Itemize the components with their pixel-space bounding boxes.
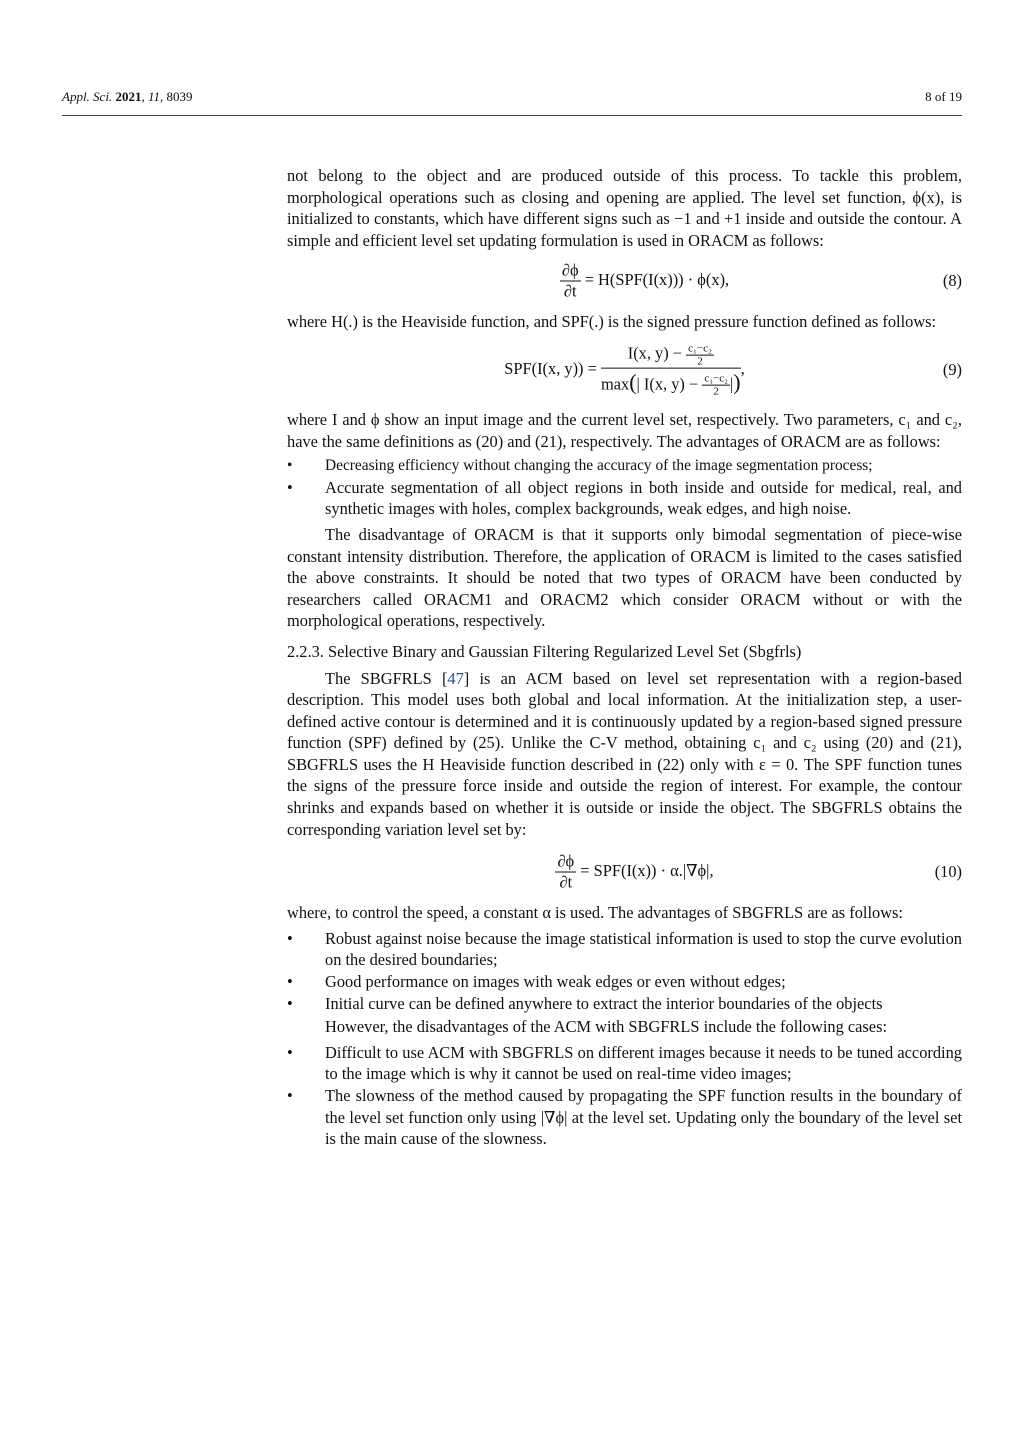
header-rule: [62, 115, 962, 116]
list-item: • Decreasing efficiency without changing the accuracy of the image segmentation process;: [287, 455, 962, 477]
article-number: 8039: [166, 89, 193, 104]
eq9-numerator: I(x, y) −: [627, 343, 687, 363]
equation-9: SPF(I(x, y)) = I(x, y) − $\frac{\text{c₁−c₂}}{2}$ max(| I(x, y) − $\frac{\text{c₁−c₂}}{2}$ |) , (9): [504, 342, 962, 399]
journal-name: Appl. Sci.: [62, 89, 113, 104]
page-header: [62, 89, 962, 109]
eq8-denominator: ∂t: [563, 281, 577, 301]
eq9-den-small-denominator: 2: [713, 386, 719, 399]
citation-link[interactable]: 47: [447, 668, 464, 688]
list-item: • Initial curve can be defined anywhere to extract the interior boundaries of the objects: [287, 993, 962, 1015]
equation-10: [287, 846, 962, 898]
eq9-max: max: [600, 374, 630, 394]
paragraph: where I and ϕ show an input image and the current level set, respectively. Two parameters, c₁ and c₂, have the same definitions as (20) and (21), respectively. The advantages of ORACM are as follows:: [287, 409, 962, 451]
section-heading: 2.2.3. Selective Binary and Gaussian Filtering Regularized Level Set (Sbgfrls): [287, 641, 802, 661]
paragraph: [287, 668, 962, 841]
eq9-denominator: I(x, y) −: [643, 374, 703, 394]
eq9-num-small-denominator: 2: [697, 355, 703, 368]
list-item: • Good performance on images with weak edges or even without edges;: [287, 971, 962, 993]
paragraph: However, the disadvantages of the ACM with SBGFRLS include the following cases:: [325, 1017, 888, 1037]
bullet-list: [287, 1042, 962, 1150]
journal-volume: 11: [147, 89, 160, 104]
eq10-number: (10): [934, 862, 962, 882]
p5-text-end: ] is an ACM based on level set representation with a region-based description. This model uses both global and local information. At the initialization step, a user-defined active contour is determined and it is continuously updated by a region-based signed pressure function (SPF) defined by (25). Unlike the C-V method, obtaining c₁ and c₂ using (20) and (21), SBGFRLS uses the H Heaviside function described in (22) only with ε = 0. The SPF function tunes the signs of the pressure force inside and outside the region of interest. For example, the contour shrinks and expands based on whether it is outside or inside the object. The SBGFRLS obtains the corresponding variation level set by:: [287, 668, 962, 839]
bullet-list: [287, 455, 962, 520]
journal-year: 2021: [115, 89, 142, 104]
list-item: • The slowness of the method caused by propagating the SPF function results in the boundary of the level set function only using |∇ϕ| at the level set. Updating only the boundary of the level set is the main cause of the slowness.: [287, 1085, 962, 1150]
p5-text-start: The SBGFRLS [: [325, 668, 448, 688]
eq9-den-small-numerator: c₁−c₂: [704, 373, 728, 386]
paragraph: not belong to the object and are produced outside of this process. To tackle this problem, morphological operations such as closing and opening are applied. The level set function, ϕ(x), is initialized to constants, which have different signs such as −1 and +1 inside and outside the contour. A simple and efficient level set updating formulation is used in ORACM as follows:: [287, 166, 962, 250]
bullet-list: [287, 928, 962, 1014]
paragraph: where H(.) is the Heaviside function, and SPF(.) is the signed pressure function defined as follows:: [287, 312, 937, 332]
paragraph: where, to control the speed, a constant α is used. The advantages of SBGFRLS are as follows:: [287, 903, 903, 923]
eq8-numerator: ∂ϕ: [561, 260, 579, 280]
eq10-numerator: ∂ϕ: [557, 851, 575, 871]
list-item: • Accurate segmentation of all object regions in both inside and outside for medical, real, and synthetic images with holes, complex backgrounds, weak edges, and high noise.: [287, 477, 962, 520]
journal-citation: Appl. Sci. 2021, 11, 8039: [62, 89, 193, 104]
list-item: • Robust against noise because the image statistical information is used to stop the curve evolution on the desired boundaries;: [287, 928, 962, 971]
paragraph: The disadvantage of ORACM is that it supports only bimodal segmentation of piece-wise constant intensity distribution. Therefore, the application of ORACM is limited to the cases satisfied the above constraints. It should be noted that two types of ORACM have been conducted by researchers called ORACM1 and ORACM2 which consider ORACM without or with the morphological operations, respectively.: [287, 524, 962, 631]
eq9-num-small-numerator: c₁−c₂: [688, 342, 712, 355]
page-number: 8 of 19: [925, 89, 962, 104]
list-item: • Difficult to use ACM with SBGFRLS on different images because it needs to be tuned according to the image which is why it cannot be used on real-time video images;: [287, 1042, 962, 1085]
eq9-lhs: SPF(I(x, y)) =: [504, 358, 597, 378]
eq9-number: (9): [942, 360, 962, 380]
eq10-rhs: = SPF(I(x)) · α.|∇ϕ|,: [580, 861, 714, 881]
eq9-comma: ,: [740, 358, 745, 378]
main-text: [287, 165, 962, 1150]
eq8-rhs: = H(SPF(I(x))) · ϕ(x),: [584, 270, 730, 290]
equation-8: [287, 255, 962, 307]
eq8-number: (8): [942, 271, 962, 291]
eq10-denominator: ∂t: [559, 872, 573, 892]
